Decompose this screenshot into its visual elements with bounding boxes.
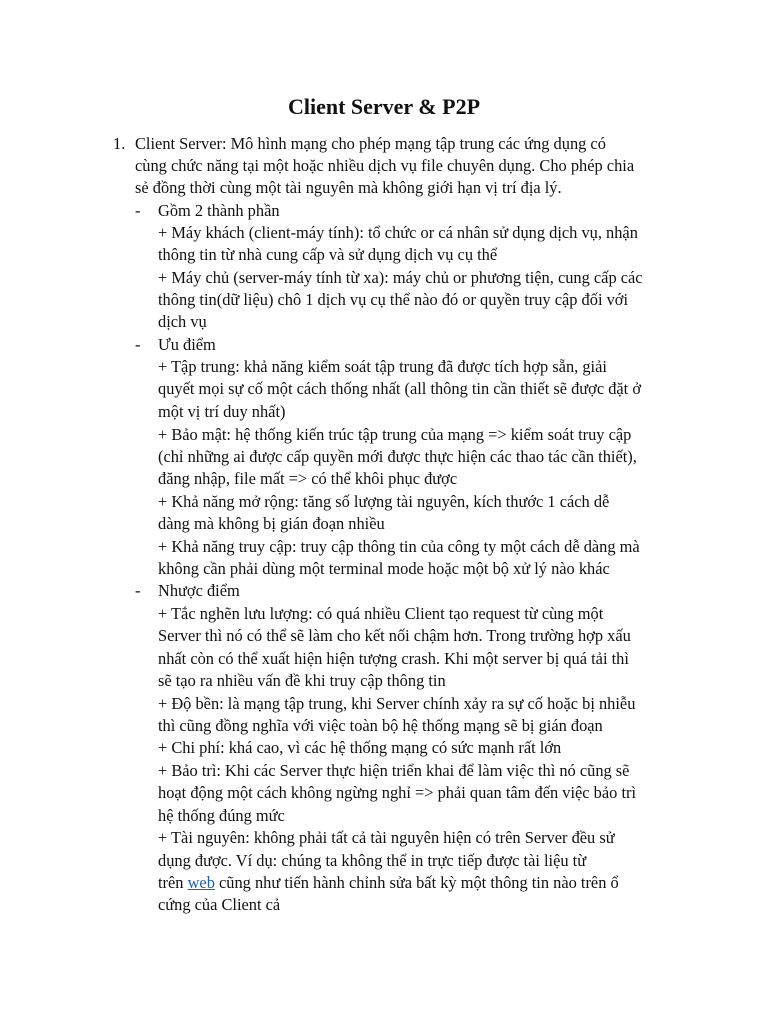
paragraph-line: một vị trí duy nhất)	[158, 402, 286, 421]
section-heading-disadvantages: Nhược điểm	[158, 581, 240, 600]
page-title: Client Server & P2P	[287, 94, 481, 119]
paragraph-line: Server thì nó có thể sẽ làm cho kết nối chậm hơn. Trong trường hợp xấu	[158, 626, 631, 645]
text-segment: cũng như tiến hành chỉnh sửa bất kỳ một thông tin nào trên ổ	[214, 873, 619, 892]
list-number: 1.	[113, 134, 126, 153]
paragraph-line: + Máy khách (client-máy tính): tổ chức or cá nhân sử dụng dịch vụ, nhận	[158, 223, 638, 242]
paragraph-line: + Tài nguyên: không phải tất cả tài nguyên hiện có trên Server đều sử	[158, 828, 615, 847]
paragraph-line: + Độ bền: là mạng tập trung, khi Server chính xảy ra sự cố hoặc bị nhiễu	[158, 694, 636, 713]
paragraph-line: hệ thống đúng mức	[158, 806, 285, 825]
paragraph-line: dàng mà không bị gián đoạn nhiều	[158, 514, 385, 533]
paragraph-line: + Khả năng mở rộng: tăng số lượng tài nguyên, kích thước 1 cách dễ	[158, 492, 610, 511]
paragraph-line: cứng của Client cả	[158, 895, 281, 914]
paragraph-line: + Bảo trì: Khi các Server thực hiện triển khai để làm việc thì nó cũng sẽ	[158, 761, 630, 780]
paragraph-line: đăng nhập, file mất => có thể khôi phục được	[158, 469, 458, 488]
bullet-marker: -	[135, 335, 141, 354]
paragraph-line: thông tin từ nhà cung cấp và sử dụng dịch vụ cụ thể	[158, 245, 498, 264]
text-segment: trên	[158, 873, 188, 892]
bullet-marker: -	[135, 201, 141, 220]
paragraph-line: + Tắc nghẽn lưu lượng: có quá nhiều Client tạo request từ cùng một	[158, 604, 604, 623]
paragraph-line: (chỉ những ai được cấp quyền mới được thực hiện các thao tác cần thiết),	[158, 447, 637, 466]
bullet-marker: -	[135, 581, 141, 600]
paragraph-line: quyết mọi sự cố một cách thống nhất (all thông tin cần thiết sẽ được đặt ở	[158, 379, 642, 398]
paragraph-line: sẽ tạo ra nhiều vấn đề khi truy cập thông tin	[158, 671, 446, 690]
paragraph-line: không cần phải dùng một terminal mode hoặc một bộ xử lý nào khác	[158, 559, 610, 578]
web-link[interactable]: web	[187, 873, 215, 892]
section-heading-advantages: Ưu điểm	[158, 335, 216, 354]
paragraph-line: + Khả năng truy cập: truy cập thông tin của công ty một cách dễ dàng mà	[158, 537, 640, 556]
paragraph-line: hoạt động một cách không ngừng nghỉ => phải quan tâm đến việc bảo trì	[158, 783, 637, 802]
paragraph-line: thì cũng đồng nghĩa với việc toàn bộ hệ thống mạng sẽ bị gián đoạn	[158, 716, 603, 735]
section-heading-components: Gồm 2 thành phần	[158, 201, 280, 220]
paragraph-line: + Chi phí: khá cao, vì các hệ thống mạng có sức mạnh rất lớn	[158, 738, 562, 757]
paragraph-line: + Tập trung: khả năng kiểm soát tập trung đã được tích hợp sẵn, giải	[158, 357, 607, 376]
paragraph-line: + Bảo mật: hệ thống kiến trúc tập trung của mạng => kiểm soát truy cập	[158, 425, 632, 444]
paragraph-line-with-link	[158, 872, 619, 894]
paragraph-line: nhất còn có thể xuất hiện hiện tượng crash. Khi một server bị quá tải thì	[158, 649, 629, 668]
paragraph-line: cùng chức năng tại một hoặc nhiều dịch vụ file chuyên dụng. Cho phép chia	[135, 156, 635, 175]
paragraph-line: sẻ đồng thời cùng một tài nguyên mà không giới hạn vị trí địa lý.	[135, 178, 562, 197]
paragraph-line: dịch vụ	[158, 312, 207, 331]
paragraph-line: thông tin(dữ liệu) chô 1 dịch vụ cụ thể nào đó or quyền truy cập đối với	[158, 290, 629, 309]
paragraph-line: dụng được. Ví dụ: chúng ta không thể in trực tiếp được tài liệu từ	[158, 851, 587, 870]
paragraph-line: Client Server: Mô hình mạng cho phép mạng tập trung các ứng dụng có	[135, 134, 606, 153]
paragraph-line: + Máy chủ (server-máy tính từ xa): máy chủ or phương tiện, cung cấp các	[158, 268, 643, 287]
